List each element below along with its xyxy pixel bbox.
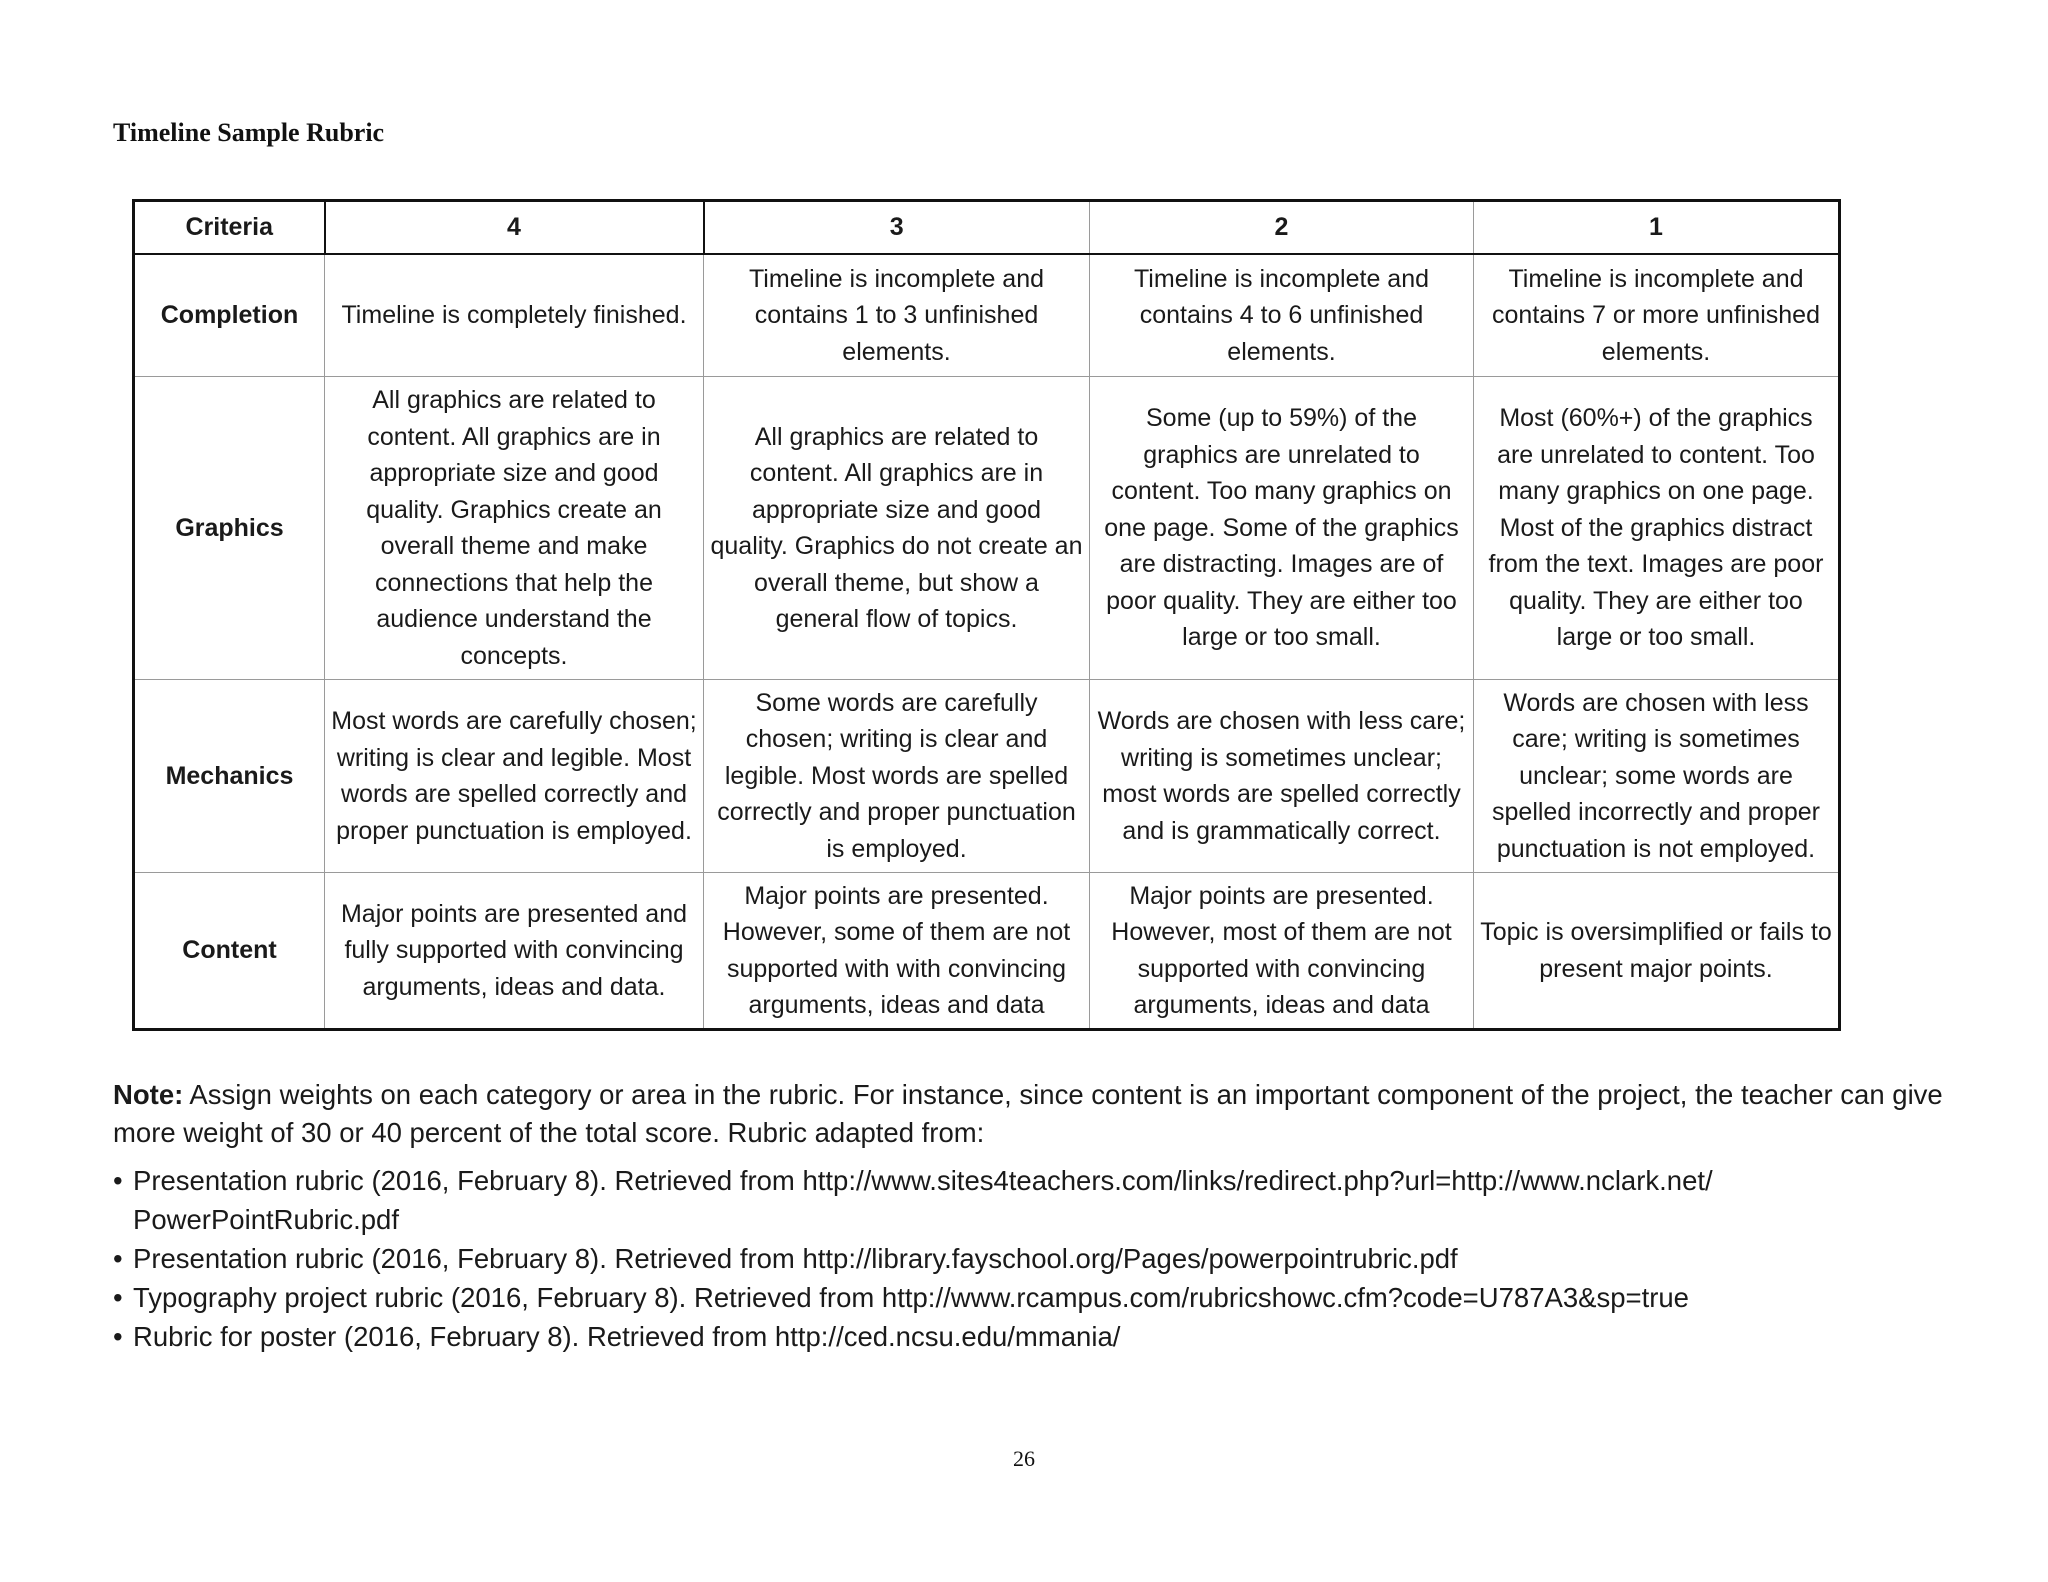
rubric-cell: Words are chosen with less care; writing is sometimes unclear; most words are spelled correctly and is grammatically correct. xyxy=(1090,680,1474,873)
rubric-cell: Timeline is incomplete and contains 1 to 3 unfinished elements. xyxy=(704,254,1090,377)
reference-item: • Presentation rubric (2016, February 8). Retrieved from http://www.sites4teachers.com/links/redirect.php?url=http://www.nclark.net/ PowerPointRubric.pdf xyxy=(113,1161,1913,1239)
note-text: Assign weights on each category or area in the rubric. For instance, since content is an important component of the project, the teacher can give more weight of 30 or 40 percent of the total score. Rubric adapted from: xyxy=(113,1079,1943,1148)
rubric-cell: All graphics are related to content. All graphics are in appropriate size and good quality. Graphics do not create an overall theme, but show a general flow of topics. xyxy=(704,377,1090,680)
note-label: Note: xyxy=(113,1079,184,1110)
criterion-label: Graphics xyxy=(134,377,325,680)
header-score-2: 2 xyxy=(1090,201,1474,255)
rubric-cell: Major points are presented. However, some of them are not supported with with convincing arguments, ideas and data xyxy=(704,873,1090,1030)
rubric-cell: Timeline is completely finished. xyxy=(325,254,704,377)
reference-item: • Presentation rubric (2016, February 8). Retrieved from http://library.fayschool.org/Pages/powerpointrubric.pdf xyxy=(113,1239,1913,1278)
rubric-cell: Timeline is incomplete and contains 7 or more unfinished elements. xyxy=(1474,254,1840,377)
rubric-header-row xyxy=(134,201,1840,255)
header-score-1: 1 xyxy=(1474,201,1840,255)
rubric-cell: Topic is oversimplified or fails to present major points. xyxy=(1474,873,1840,1030)
reference-item: • Rubric for poster (2016, February 8). Retrieved from http://ced.ncsu.edu/mmania/ xyxy=(113,1317,1913,1356)
rubric-cell: Most words are carefully chosen; writing is clear and legible. Most words are spelled correctly and proper punctuation is employed. xyxy=(325,680,704,873)
rubric-cell: Some (up to 59%) of the graphics are unrelated to content. Too many graphics on one page. Some of the graphics are distracting. Images are of poor quality. They are either too large or too small. xyxy=(1090,377,1474,680)
rubric-table xyxy=(132,199,1841,1031)
rubric-row-content xyxy=(134,873,1840,1030)
rubric-cell: Major points are presented. However, most of them are not supported with convincing arguments, ideas and data xyxy=(1090,873,1474,1030)
criterion-label: Completion xyxy=(134,254,325,377)
header-score-3: 3 xyxy=(704,201,1090,255)
reference-item: • Typography project rubric (2016, February 8). Retrieved from http://www.rcampus.com/rubricshowc.cfm?code=U787A3&sp=true xyxy=(113,1278,1913,1317)
rubric-cell: Timeline is incomplete and contains 4 to 6 unfinished elements. xyxy=(1090,254,1474,377)
rubric-cell: Some words are carefully chosen; writing is clear and legible. Most words are spelled correctly and proper punctuation is employed. xyxy=(704,680,1090,873)
rubric-cell: Major points are presented and fully supported with convincing arguments, ideas and data. xyxy=(325,873,704,1030)
header-score-4: 4 xyxy=(325,201,704,255)
note-paragraph xyxy=(113,1076,1943,1152)
rubric-row-graphics xyxy=(134,377,1840,680)
page-title: Timeline Sample Rubric xyxy=(113,118,385,147)
header-criteria: Criteria xyxy=(134,201,325,255)
rubric-row-completion xyxy=(134,254,1840,377)
rubric-cell: All graphics are related to content. All graphics are in appropriate size and good quality. Graphics create an overall theme and make connections that help the audience understand the concepts. xyxy=(325,377,704,680)
criterion-label: Content xyxy=(134,873,325,1030)
rubric-row-mechanics xyxy=(134,680,1840,873)
page-number: 26 xyxy=(1013,1446,1035,1471)
reference-list xyxy=(113,1161,1913,1356)
rubric-cell: Most (60%+) of the graphics are unrelated to content. Too many graphics on one page. Most of the graphics distract from the text. Images are poor quality. They are either too large or too small. xyxy=(1474,377,1840,680)
rubric-cell: Words are chosen with less care; writing is sometimes unclear; some words are spelled incorrectly and proper punctuation is not employed. xyxy=(1474,680,1840,873)
criterion-label: Mechanics xyxy=(134,680,325,873)
